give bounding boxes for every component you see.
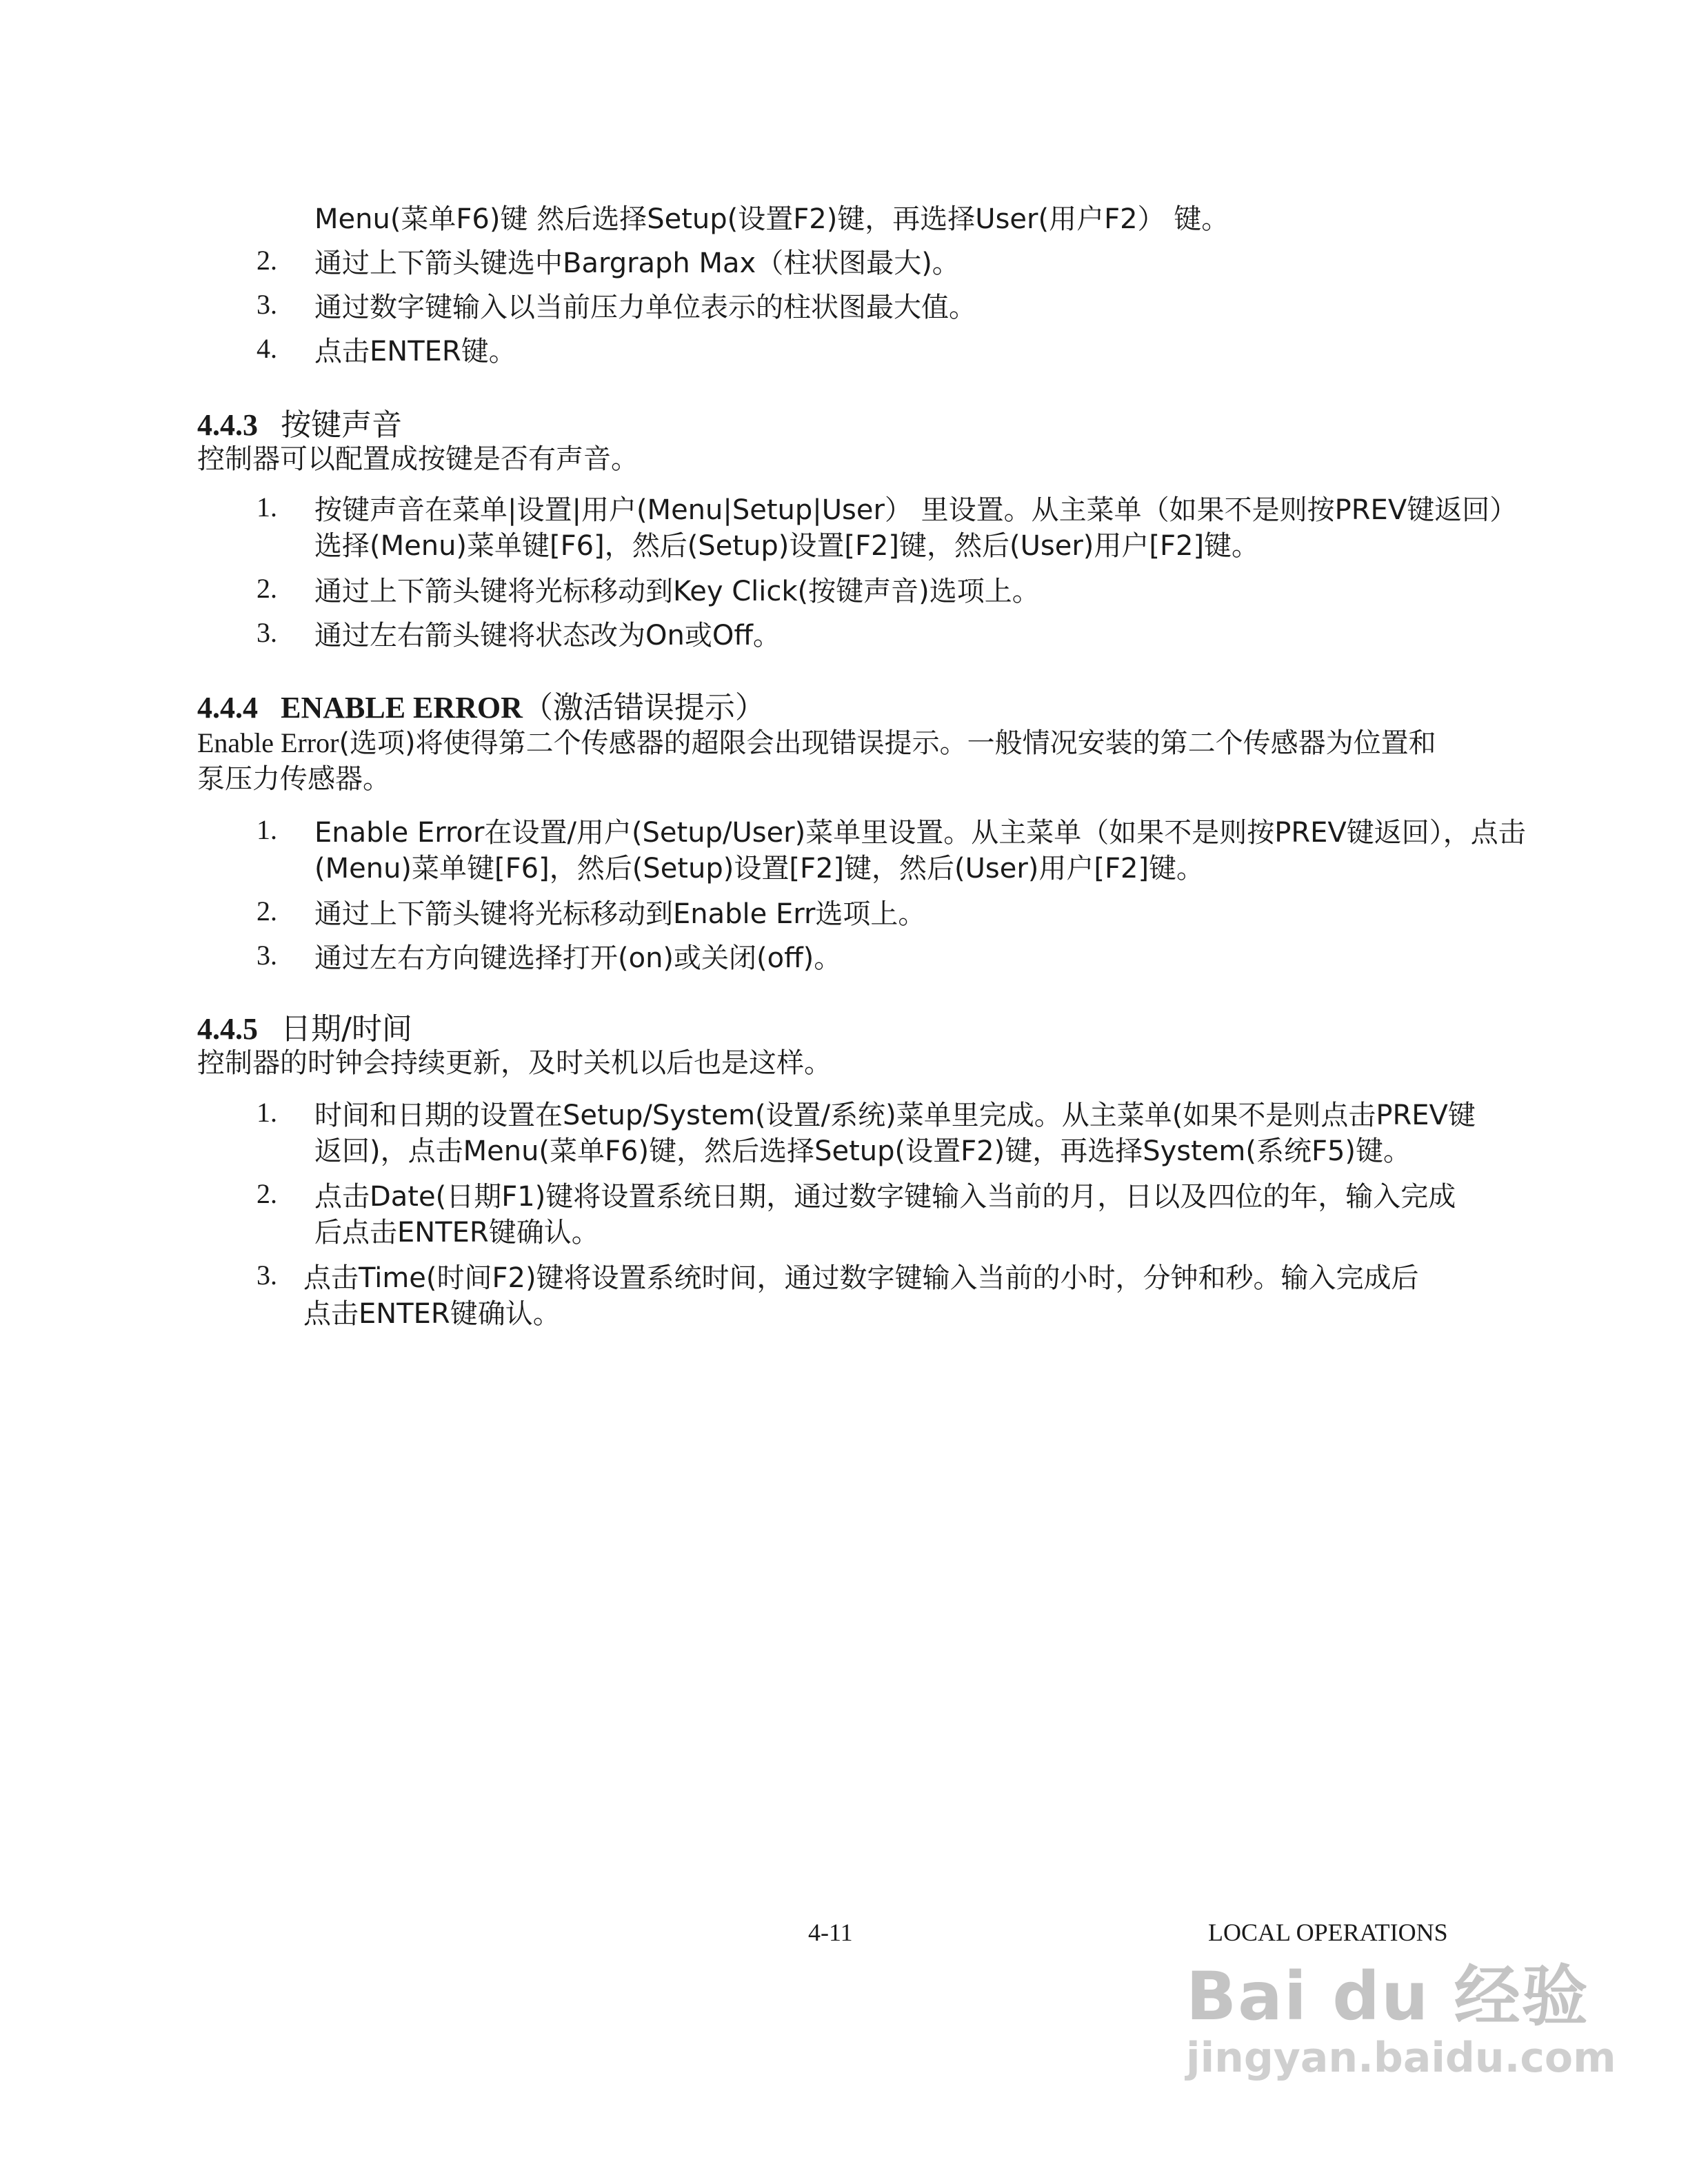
continued-step-text: Menu(菜单F6)键 然后选择Setup(设置F2)键，再选择User(用户F2） 键。 <box>314 203 1229 235</box>
step-number: 1. <box>257 1097 277 1128</box>
step-number: 2. <box>257 896 277 927</box>
section-number: 4.4.3 <box>197 408 258 442</box>
step-text-continued: (Menu)菜单键[F6]，然后(Setup)设置[F2]键，然后(User)用户[F2]键。 <box>314 853 1205 884</box>
section-number: 4.4.4 <box>197 691 258 725</box>
step-text-continued: 点击ENTER键确认。 <box>303 1298 561 1330</box>
footer-section-name: LOCAL OPERATIONS <box>1208 1919 1448 1946</box>
watermark-logo: Bai du 经验 <box>1186 1958 1589 2035</box>
section-intro <box>197 721 1436 760</box>
step-text: 点击Date(日期F1)键将设置系统日期，通过数字键输入当前的月，日以及四位的年，输入完成 <box>314 1181 1456 1213</box>
section-title-chinese: （激活错误提示） <box>522 690 765 725</box>
watermark-url: jingyan.baidu.com <box>1186 2034 1616 2082</box>
step-text: 通过上下箭头键选中Bargraph Max（柱状图最大)。 <box>314 247 960 279</box>
step-text-continued: 后点击ENTER键确认。 <box>314 1217 599 1248</box>
step-text: 按键声音在菜单|设置|用户(Menu|Setup|User） 里设置。从主菜单（如果不是则按PREV键返回） <box>314 494 1518 526</box>
step-number: 4. <box>257 333 277 364</box>
step-text: 点击ENTER键。 <box>314 336 516 367</box>
step-number: 3. <box>257 940 277 971</box>
step-text: 通过左右方向键选择打开(on)或关闭(off)。 <box>314 942 842 974</box>
step-text: 通过左右箭头键将状态改为On或Off。 <box>314 620 781 651</box>
section-heading-4-4-4 <box>197 682 765 727</box>
step-number: 2. <box>257 573 277 604</box>
section-title: 日期/时间 <box>281 1011 412 1046</box>
step-number: 1. <box>257 492 277 523</box>
step-text-continued: 返回)，点击Menu(菜单F6)键，然后选择Setup(设置F2)键，再选择System(系统F5)键。 <box>314 1135 1411 1167</box>
step-text: 通过上下箭头键将光标移动到Key Click(按键声音)选项上。 <box>314 576 1040 607</box>
intro-term: Enable Error <box>197 727 339 758</box>
step-number: 2. <box>257 1178 277 1209</box>
step-number: 3. <box>257 289 277 320</box>
page-number: 4-11 <box>808 1919 853 1946</box>
step-text: 通过上下箭头键将光标移动到Enable Err选项上。 <box>314 898 926 930</box>
step-number: 1. <box>257 814 277 845</box>
step-text: Enable Error在设置/用户(Setup/User)菜单里设置。从主菜单（如果不是则按PREV键返回），点击 <box>314 817 1526 849</box>
step-text-continued: 选择(Menu)菜单键[F6]，然后(Setup)设置[F2]键，然后(User)用户[F2]键。 <box>314 530 1260 562</box>
step-text: 时间和日期的设置在Setup/System(设置/系统)菜单里完成。从主菜单(如果不是则点击PREV键 <box>314 1100 1476 1131</box>
step-number: 3. <box>257 617 277 648</box>
section-number: 4.4.5 <box>197 1012 258 1046</box>
step-text: 点击Time(时间F2)键将设置系统时间，通过数字键输入当前的小时，分钟和秒。输入完成后 <box>303 1262 1419 1294</box>
section-intro-continued: 泵压力传感器。 <box>197 763 390 795</box>
step-number: 3. <box>257 1260 277 1291</box>
section-intro: 控制器的时钟会持续更新，及时关机以后也是这样。 <box>197 1047 832 1079</box>
step-text: 通过数字键输入以当前压力单位表示的柱状图最大值。 <box>314 292 976 323</box>
section-title: 按键声音 <box>281 407 403 443</box>
section-title: ENABLE ERROR <box>281 691 523 725</box>
intro-text: (选项)将使得第二个传感器的超限会出现错误提示。一般情况安装的第二个传感器为位置和 <box>339 727 1436 759</box>
section-intro: 控制器可以配置成按键是否有声音。 <box>197 443 639 475</box>
step-number: 2. <box>257 245 277 276</box>
